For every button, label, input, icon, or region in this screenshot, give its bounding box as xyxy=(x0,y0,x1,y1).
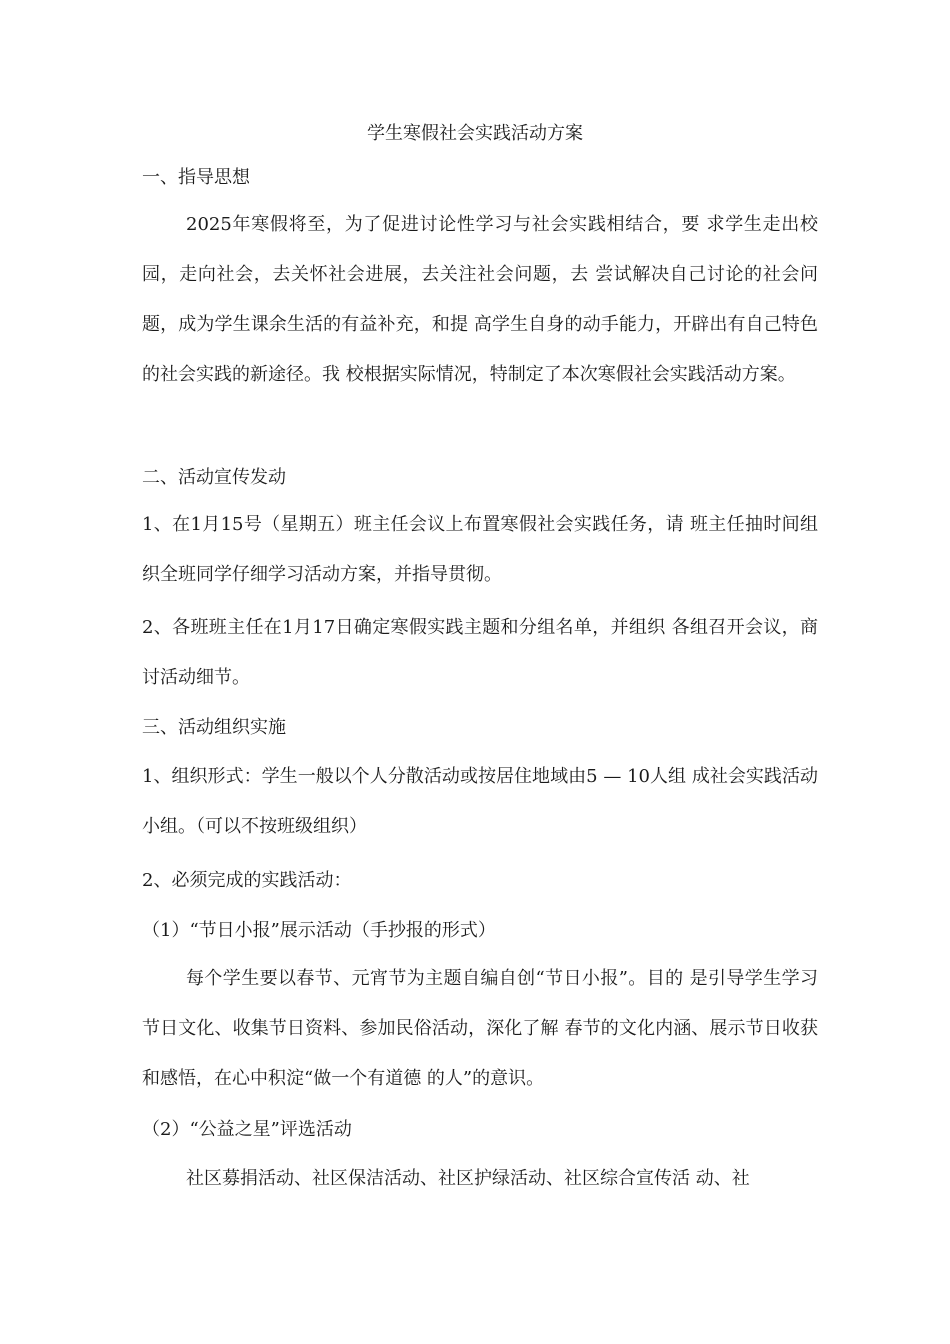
item-required-activities: 2、必须完成的实践活动： xyxy=(142,870,352,891)
activity-text-public-welfare-star: 社区募捐活动、社区保洁活动、社区护绿活动、社区综合宣传活 动、社 xyxy=(186,1168,750,1189)
paragraph-promotion-2: 2、各班班主任在1月17日确定寒假实践主题和分组名单，并组织 各组召开会议，商讨活动细节。 xyxy=(142,617,818,688)
document-title: 学生寒假社会实践活动方案 xyxy=(367,123,583,144)
paragraph-promotion-1: 1、在1月15号（星期五）班主任会议上布置寒假社会实践任务，请 班主任抽时间组织全班同学仔细学习活动方案，并指导贯彻。 xyxy=(142,514,818,585)
section-heading-guiding-ideology: 一、指导思想 xyxy=(142,167,250,188)
paragraph-organization-form: 1、组织形式：学生一般以个人分散活动或按居住地域由5 — 10人组 成社会实践活动小组。（可以不按班级组织） xyxy=(142,766,818,837)
activity-label-festival-paper: （1）“节日小报”展示活动（手抄报的形式） xyxy=(142,920,496,941)
activity-label-public-welfare-star: （2）“公益之星”评选活动 xyxy=(142,1119,352,1140)
section-heading-promotion: 二、活动宣传发动 xyxy=(142,467,286,488)
section-heading-implementation: 三、活动组织实施 xyxy=(142,717,286,738)
activity-text-festival-paper: 每个学生要以春节、元宵节为主题自编自创“节日小报”。目的 是引导学生学习节日文化、收集节日资料、参加民俗活动，深化了解 春节的文化内涵、展示节日收获和感悟，在心中积淀“做一个有道德 的人”的意识。 xyxy=(142,968,818,1089)
paragraph-guiding-ideology: 2025年寒假将至，为了促进讨论性学习与社会实践相结合，要 求学生走出校园，走向社会，去关怀社会进展，去关注社会问题，去 尝试解决自己讨论的社会问题，成为学生课余生活的有益补充，和提 高学生自身的动手能力，开辟出有自己特色的社会实践的新途径。我 校根据实际情况，特制定了本次寒假社会实践活动方案。 xyxy=(142,214,818,385)
